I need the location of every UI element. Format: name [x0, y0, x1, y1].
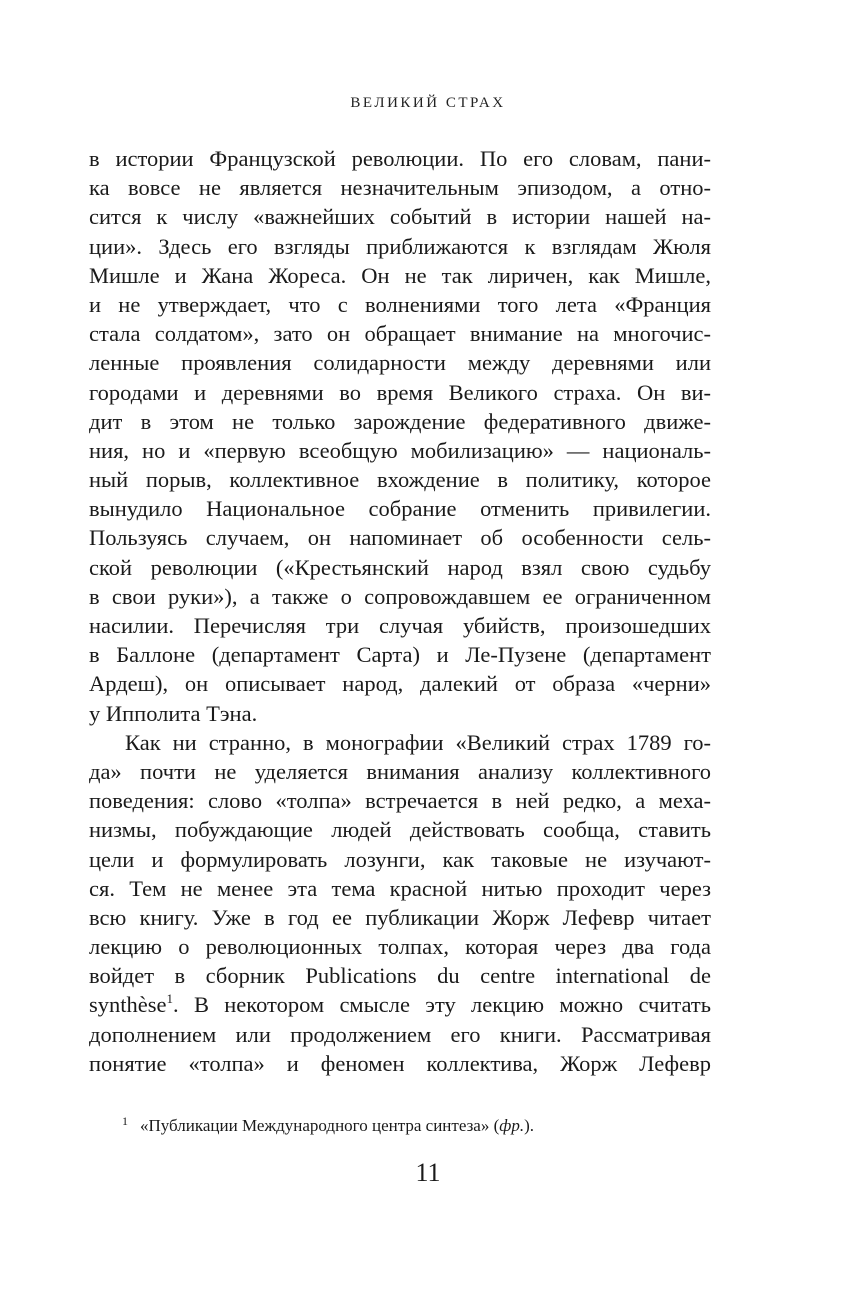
- text-line: ленные проявления солидарности между деревнями или: [89, 350, 711, 376]
- text-line: ка вовсе не является незначительным эпизодом, а отно-: [89, 175, 711, 201]
- text-line: дит в этом не только зарождение федеративного движе-: [89, 408, 711, 434]
- footnote-language: фр.: [499, 1116, 525, 1135]
- text-line: Как ни странно, в монографии «Великий страх 1789 го-: [125, 729, 711, 755]
- text-line: и не утверждает, что с волнениями того лета «Франция: [89, 291, 711, 317]
- text-line-with-footnote: [89, 990, 711, 1019]
- running-head: ВЕЛИКИЙ СТРАХ: [350, 95, 506, 111]
- text-line: ный порыв, коллективное вхождение в политику, которое: [89, 467, 711, 493]
- footnote-text: «Публикации Международного центра синтеза» (: [140, 1116, 500, 1135]
- page-number: 11: [415, 1158, 441, 1187]
- text-line: в истории Французской революции. По его словам, пани-: [89, 146, 711, 171]
- text-line: ской революции («Крестьянский народ взял свою судьбу: [89, 554, 711, 580]
- text-line: понятие «толпа» и феномен коллектива, Жорж Лефевр: [89, 1050, 711, 1076]
- text-line: вынудило Национальное собрание отменить привилегии.: [89, 496, 711, 522]
- text-line: ся. Тем не менее эта тема красной нитью проходит через: [89, 875, 711, 901]
- text-line: сится к числу «важнейших событий в истории нашей на-: [89, 204, 711, 230]
- text-line: войдет в сборник Publications du centre international de: [89, 963, 711, 989]
- text-line: цели и формулировать лозунги, как таковые не изучают-: [89, 846, 711, 872]
- text-fragment: synthèse: [89, 992, 167, 1018]
- text-line: Пользуясь случаем, он напоминает об особенности сель-: [89, 525, 711, 551]
- text-line: в Баллоне (департамент Сарта) и Ле-Пузене (департамент: [89, 642, 711, 668]
- text-line: всю книгу. Уже в год ее публикации Жорж Лефевр читает: [89, 904, 711, 930]
- text-line: в свои руки»), а также о сопровождавшем ее ограниченном: [89, 583, 711, 609]
- text-line: да» почти не уделяется внимания анализу коллективного: [89, 758, 711, 784]
- text-line: городами и деревнями во время Великого страха. Он ви-: [89, 379, 711, 405]
- text-line: Мишле и Жана Жореса. Он не так лиричен, как Мишле,: [89, 262, 711, 288]
- text-line: ния, но и «первую всеобщую мобилизацию» — националь-: [89, 437, 711, 463]
- footnote-mark: 1: [122, 1114, 128, 1128]
- footnote: [122, 1110, 534, 1137]
- text-line: стала солдатом», зато он обращает внимание на многочис-: [89, 321, 711, 347]
- text-line: насилии. Перечисляя три случая убийств, произошедших: [89, 613, 711, 638]
- text-line: Ардеш), он описывает народ, далекий от образа «черни»: [89, 671, 711, 697]
- text-line: у Ипполита Тэна.: [89, 700, 258, 726]
- body-text: [89, 144, 711, 1078]
- text-line: дополнением или продолжением его книги. Рассматривая: [89, 1021, 711, 1047]
- text-line: ции». Здесь его взгляды приближаются к взглядам Жюля: [89, 233, 711, 259]
- text-line: низмы, побуждающие людей действовать сообща, ставить: [89, 817, 711, 843]
- footnote-reference[interactable]: 1: [166, 991, 173, 1007]
- footnote-close: ).: [524, 1116, 534, 1135]
- text-line: лекцию о революционных толпах, которая через два года: [89, 934, 711, 960]
- text-line: поведения: слово «толпа» встречается в ней редко, а меха-: [89, 788, 711, 814]
- text-fragment: . В некотором смысле эту лекцию можно считать: [173, 992, 711, 1018]
